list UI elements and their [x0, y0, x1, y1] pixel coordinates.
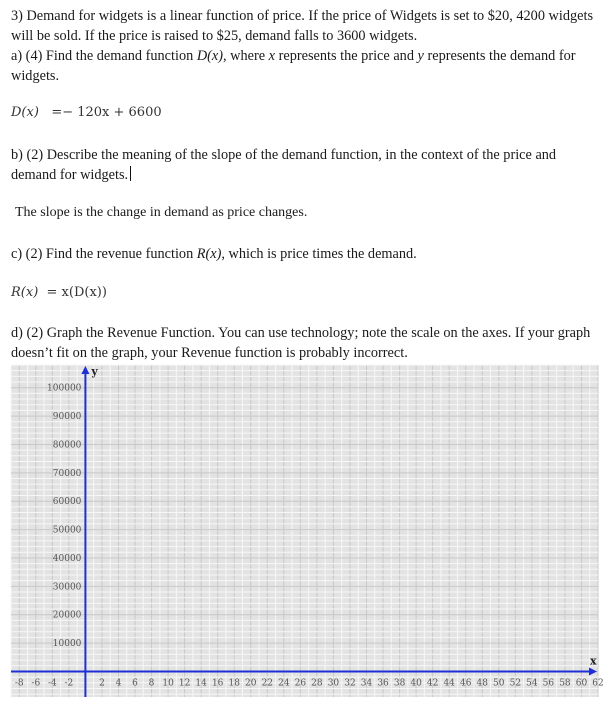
x-tick-label: 6 [132, 678, 138, 689]
y-tick-label: 10000 [52, 639, 82, 650]
x-tick-label: 10 [162, 678, 174, 689]
grid-background [11, 365, 598, 697]
y-tick-label: 30000 [52, 582, 82, 593]
x-tick-label: 32 [344, 678, 356, 689]
x-tick-label: 42 [426, 678, 439, 689]
x-tick-label: 4 [115, 678, 122, 689]
x-tick-label: 44 [443, 678, 455, 689]
y-tick-label: 60000 [52, 497, 82, 508]
x-tick-label: 56 [542, 678, 555, 689]
y-tick-label: 100000 [47, 383, 82, 394]
question-intro: 3) Demand for widgets is a linear function of price. If the price of Widgets is set to $20, 4200 widgets will be sold. If the price is raised to $25, demand falls to 3600 widgets. [11, 8, 594, 44]
x-tick-label: 62 [592, 678, 604, 689]
x-tick-label: 48 [476, 678, 488, 689]
x-tick-label: 26 [294, 678, 307, 689]
answer-c-rhs: = x(D(x)) [46, 285, 107, 300]
x-tick-label: 8 [148, 678, 155, 689]
x-tick-label: 60 [575, 678, 588, 689]
part-a-y-variable: y [417, 48, 424, 64]
y-tick-label: 40000 [52, 553, 82, 564]
answer-c-lhs: R(x) [11, 285, 39, 300]
x-axis-label: x [590, 654, 597, 668]
y-tick-label: 20000 [52, 610, 82, 621]
x-tick-label: 28 [311, 678, 323, 689]
x-tick-label: 30 [327, 678, 340, 689]
x-tick-label: 20 [245, 678, 257, 689]
part-c-prompt: c) (2) Find the revenue function R(x), which is price times the demand. [11, 246, 417, 262]
x-tick-label: 46 [459, 678, 472, 689]
answer-b-slope-meaning[interactable]: The slope is the change in demand as price changes. [15, 205, 308, 220]
x-tick-label: 12 [178, 678, 191, 689]
part-c-function-name: R(x) [196, 246, 222, 262]
y-tick-label: 50000 [52, 525, 82, 536]
x-tick-label: -4 [47, 678, 57, 689]
y-tick-label: 70000 [52, 468, 82, 479]
x-tick-label: 36 [377, 678, 389, 689]
text-cursor [130, 166, 131, 181]
answer-a-lhs: D(x) [11, 105, 39, 120]
part-d-prompt: d) (2) Graph the Revenue Function. You can use technology; note the scale on the axes. If your graph doesn’t fit on the graph, your Revenue function is probably incorrect. [11, 325, 591, 361]
part-b-prompt: b) (2) Describe the meaning of the slope of the demand function, in the context of the price and demand for widgets. [11, 147, 557, 183]
x-tick-label: 16 [211, 678, 224, 689]
x-tick-label: 50 [493, 678, 505, 689]
y-tick-label: 90000 [52, 412, 82, 423]
part-a-prompt: a) (4) Find the demand function D(x), where x represents the price and y represents the demand for widgets. [11, 48, 576, 84]
y-tick-label: 80000 [52, 440, 82, 451]
answer-c-revenue-function[interactable] [11, 285, 107, 300]
x-tick-label: 24 [278, 678, 290, 689]
x-tick-label: 54 [526, 678, 538, 689]
x-tick-label: 22 [261, 678, 274, 689]
y-axis-label: y [91, 365, 98, 378]
part-a-x-variable: x [268, 48, 276, 64]
x-tick-label: 18 [228, 678, 240, 689]
x-tick-label: -2 [64, 678, 74, 689]
x-tick-label: 34 [360, 678, 373, 689]
x-tick-label: 38 [393, 678, 406, 689]
revenue-graph[interactable] [11, 365, 604, 697]
x-tick-label: 58 [559, 678, 571, 689]
x-tick-label: 52 [509, 678, 522, 689]
answer-a-rhs: =− 120x + 6600 [51, 105, 162, 120]
x-tick-label: 40 [410, 678, 422, 689]
answer-a-demand-function[interactable] [11, 105, 162, 120]
part-a-function-name: D(x) [196, 48, 224, 64]
x-tick-label: -8 [14, 678, 24, 689]
x-tick-label: 14 [195, 678, 207, 689]
x-tick-label: 2 [99, 678, 105, 689]
x-tick-label: -6 [31, 678, 41, 689]
